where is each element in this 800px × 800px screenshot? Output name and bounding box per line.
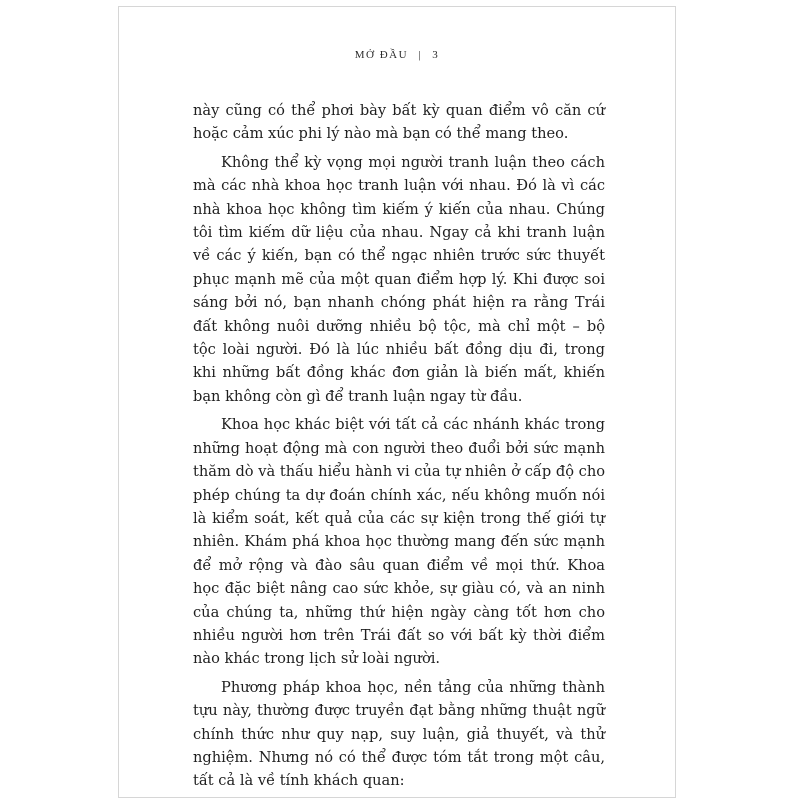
page-number: 3 bbox=[432, 49, 440, 61]
paragraph-continuation: này cũng có thể phơi bày bất kỳ quan điểm vô căn cứ hoặc cảm xúc phi lý nào mà bạn có thể mang theo. bbox=[193, 102, 605, 143]
running-head bbox=[119, 49, 675, 61]
book-page bbox=[118, 6, 676, 798]
chapter-title: MỞ ĐẦU bbox=[354, 49, 409, 61]
paragraph: Khoa học khác biệt với tất cả các nhánh khác trong những hoạt động mà con người theo đuổi bởi sức mạnh thăm dò và thấu hiểu hành vi của tự nhiên ở cấp độ cho phép chúng ta dự đoán chính xác, nếu không muốn nói là kiểm soát, kết quả của các sự kiện trong thế giới tự nhiên. Khám phá khoa học thường mang đến sức mạnh để mở rộng và đào sâu quan điểm về mọi thứ. Khoa học đặc biệt nâng cao sức khỏe, sự giàu có, và an ninh của chúng ta, những thứ hiện ngày càng tốt hơn cho nhiều người hơn trên Trái đất so với bất kỳ thời điểm nào khác trong lịch sử loài người. bbox=[193, 416, 605, 668]
paragraph: Phương pháp khoa học, nền tảng của những thành tựu này, thường được truyền đạt bằng những thuật ngữ chính thức như quy nạp, suy luận, giả thuyết, và thử nghiệm. Nhưng nó có thể được tóm tắt trong một câu, tất cả là về tính khách quan: bbox=[193, 678, 605, 790]
body-text bbox=[193, 99, 605, 798]
paragraph: Không thể kỳ vọng mọi người tranh luận theo cách mà các nhà khoa học tranh luận với nhau. Đó là vì các nhà khoa học không tìm kiếm ý kiến của nhau. Chúng tôi tìm kiếm dữ liệu của nhau. Ngay cả khi tranh luận về các ý kiến, bạn có thể ngạc nhiên trước sức thuyết phục mạnh mẽ của một quan điểm hợp lý. Khi được soi sáng bởi nó, bạn nhanh chóng phát hiện ra rằng Trái đất không nuôi dưỡng nhiều bộ tộc, mà chỉ một – bộ tộc loài người. Đó là lúc nhiều bất đồng dịu đi, trong khi những bất đồng khác đơn giản là biến mất, khiến bạn không còn gì để tranh luận ngay từ đầu. bbox=[193, 153, 605, 405]
header-separator: | bbox=[418, 49, 422, 61]
